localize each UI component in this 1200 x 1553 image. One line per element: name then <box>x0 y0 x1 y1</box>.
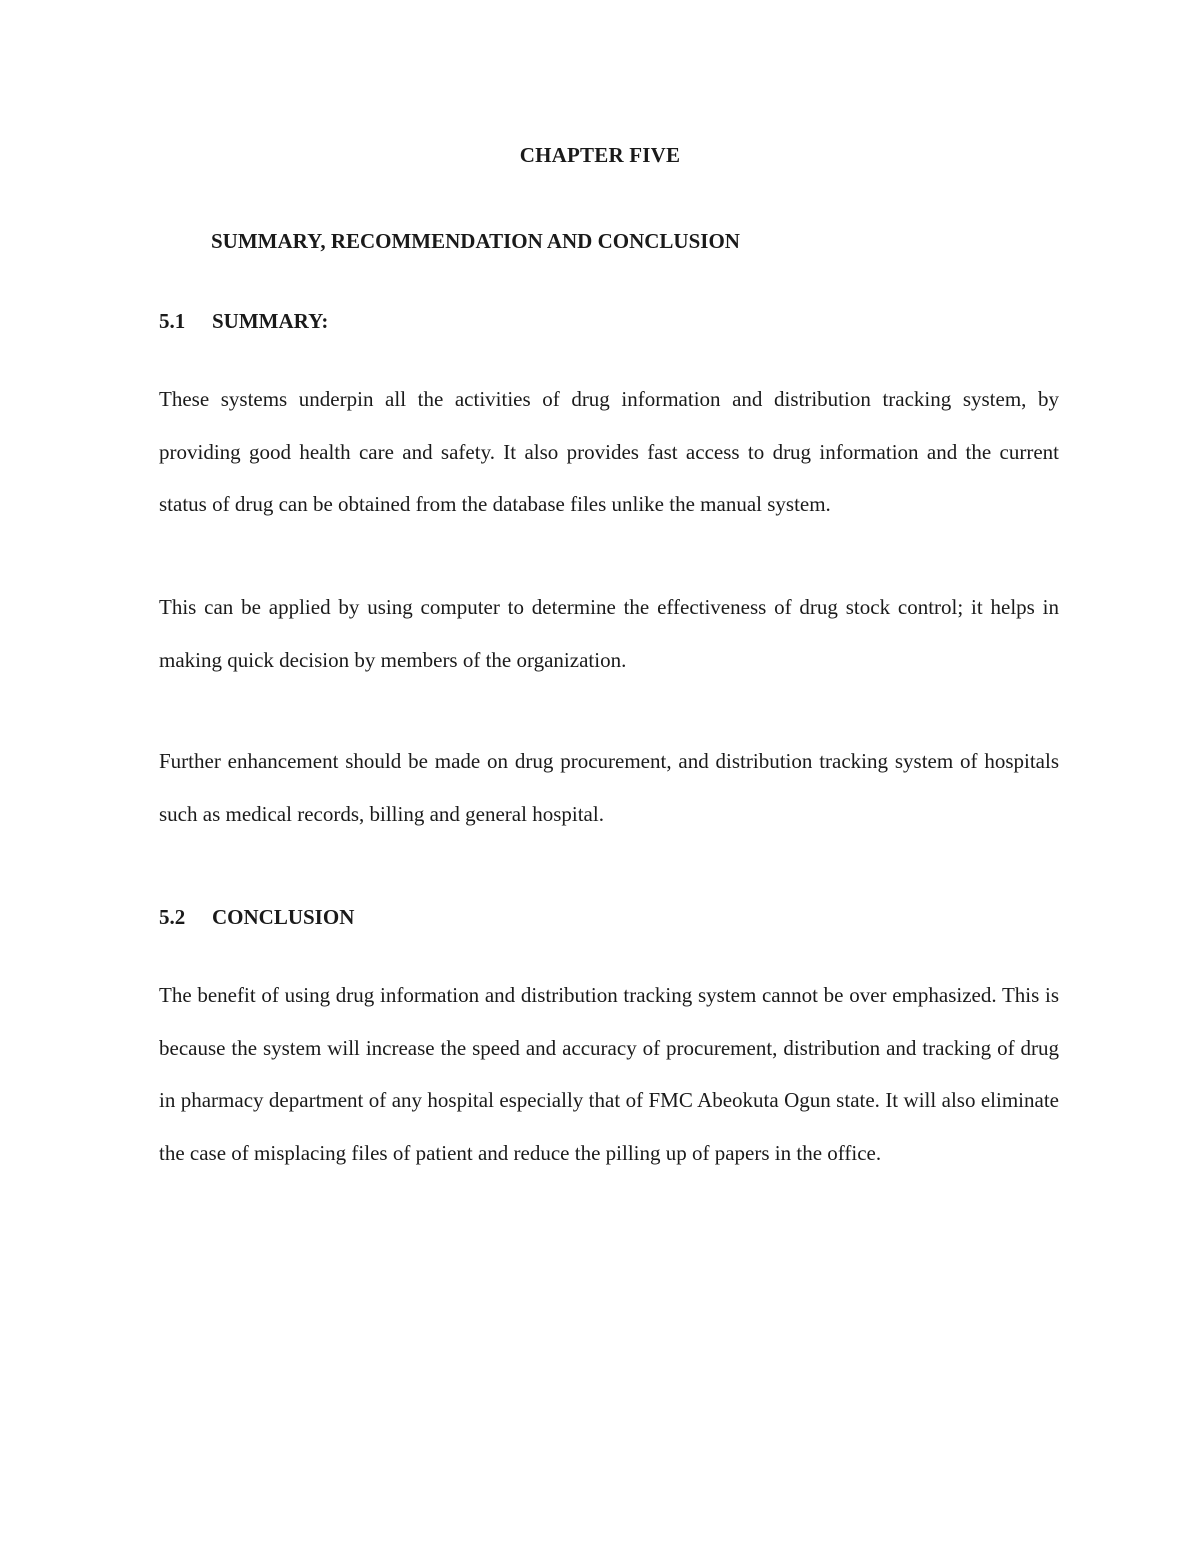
summary-paragraph-2: This can be applied by using computer to determine the effectiveness of drug stock control; it helps in making quick decision by members of the organization. <box>159 595 1059 672</box>
section-title: CONCLUSION <box>212 905 355 929</box>
section-number: 5.1 <box>159 309 186 333</box>
section-heading-summary <box>159 309 328 334</box>
summary-paragraph-3: Further enhancement should be made on drug procurement, and distribution tracking system of hospitals such as medical records, billing and general hospital. <box>159 749 1059 826</box>
summary-paragraph-1: These systems underpin all the activities of drug information and distribution tracking system, by providing good health care and safety. It also provides fast access to drug information and the current status of drug can be obtained from the database files unlike the manual system. <box>159 387 1059 516</box>
section-heading-conclusion <box>159 905 354 930</box>
section-title: SUMMARY: <box>212 309 329 333</box>
chapter-subtitle: SUMMARY, RECOMMENDATION AND CONCLUSION <box>211 229 740 253</box>
chapter-title: CHAPTER FIVE <box>519 143 681 167</box>
section-number: 5.2 <box>159 905 186 929</box>
conclusion-paragraph-1: The benefit of using drug information and distribution tracking system cannot be over emphasized. This is because the system will increase the speed and accuracy of procurement, distribution and tracking of drug in pharmacy department of any hospital especially that of FMC Abeokuta Ogun state. It will also eliminate the case of misplacing files of patient and reduce the pilling up of papers in the office. <box>159 983 1059 1165</box>
